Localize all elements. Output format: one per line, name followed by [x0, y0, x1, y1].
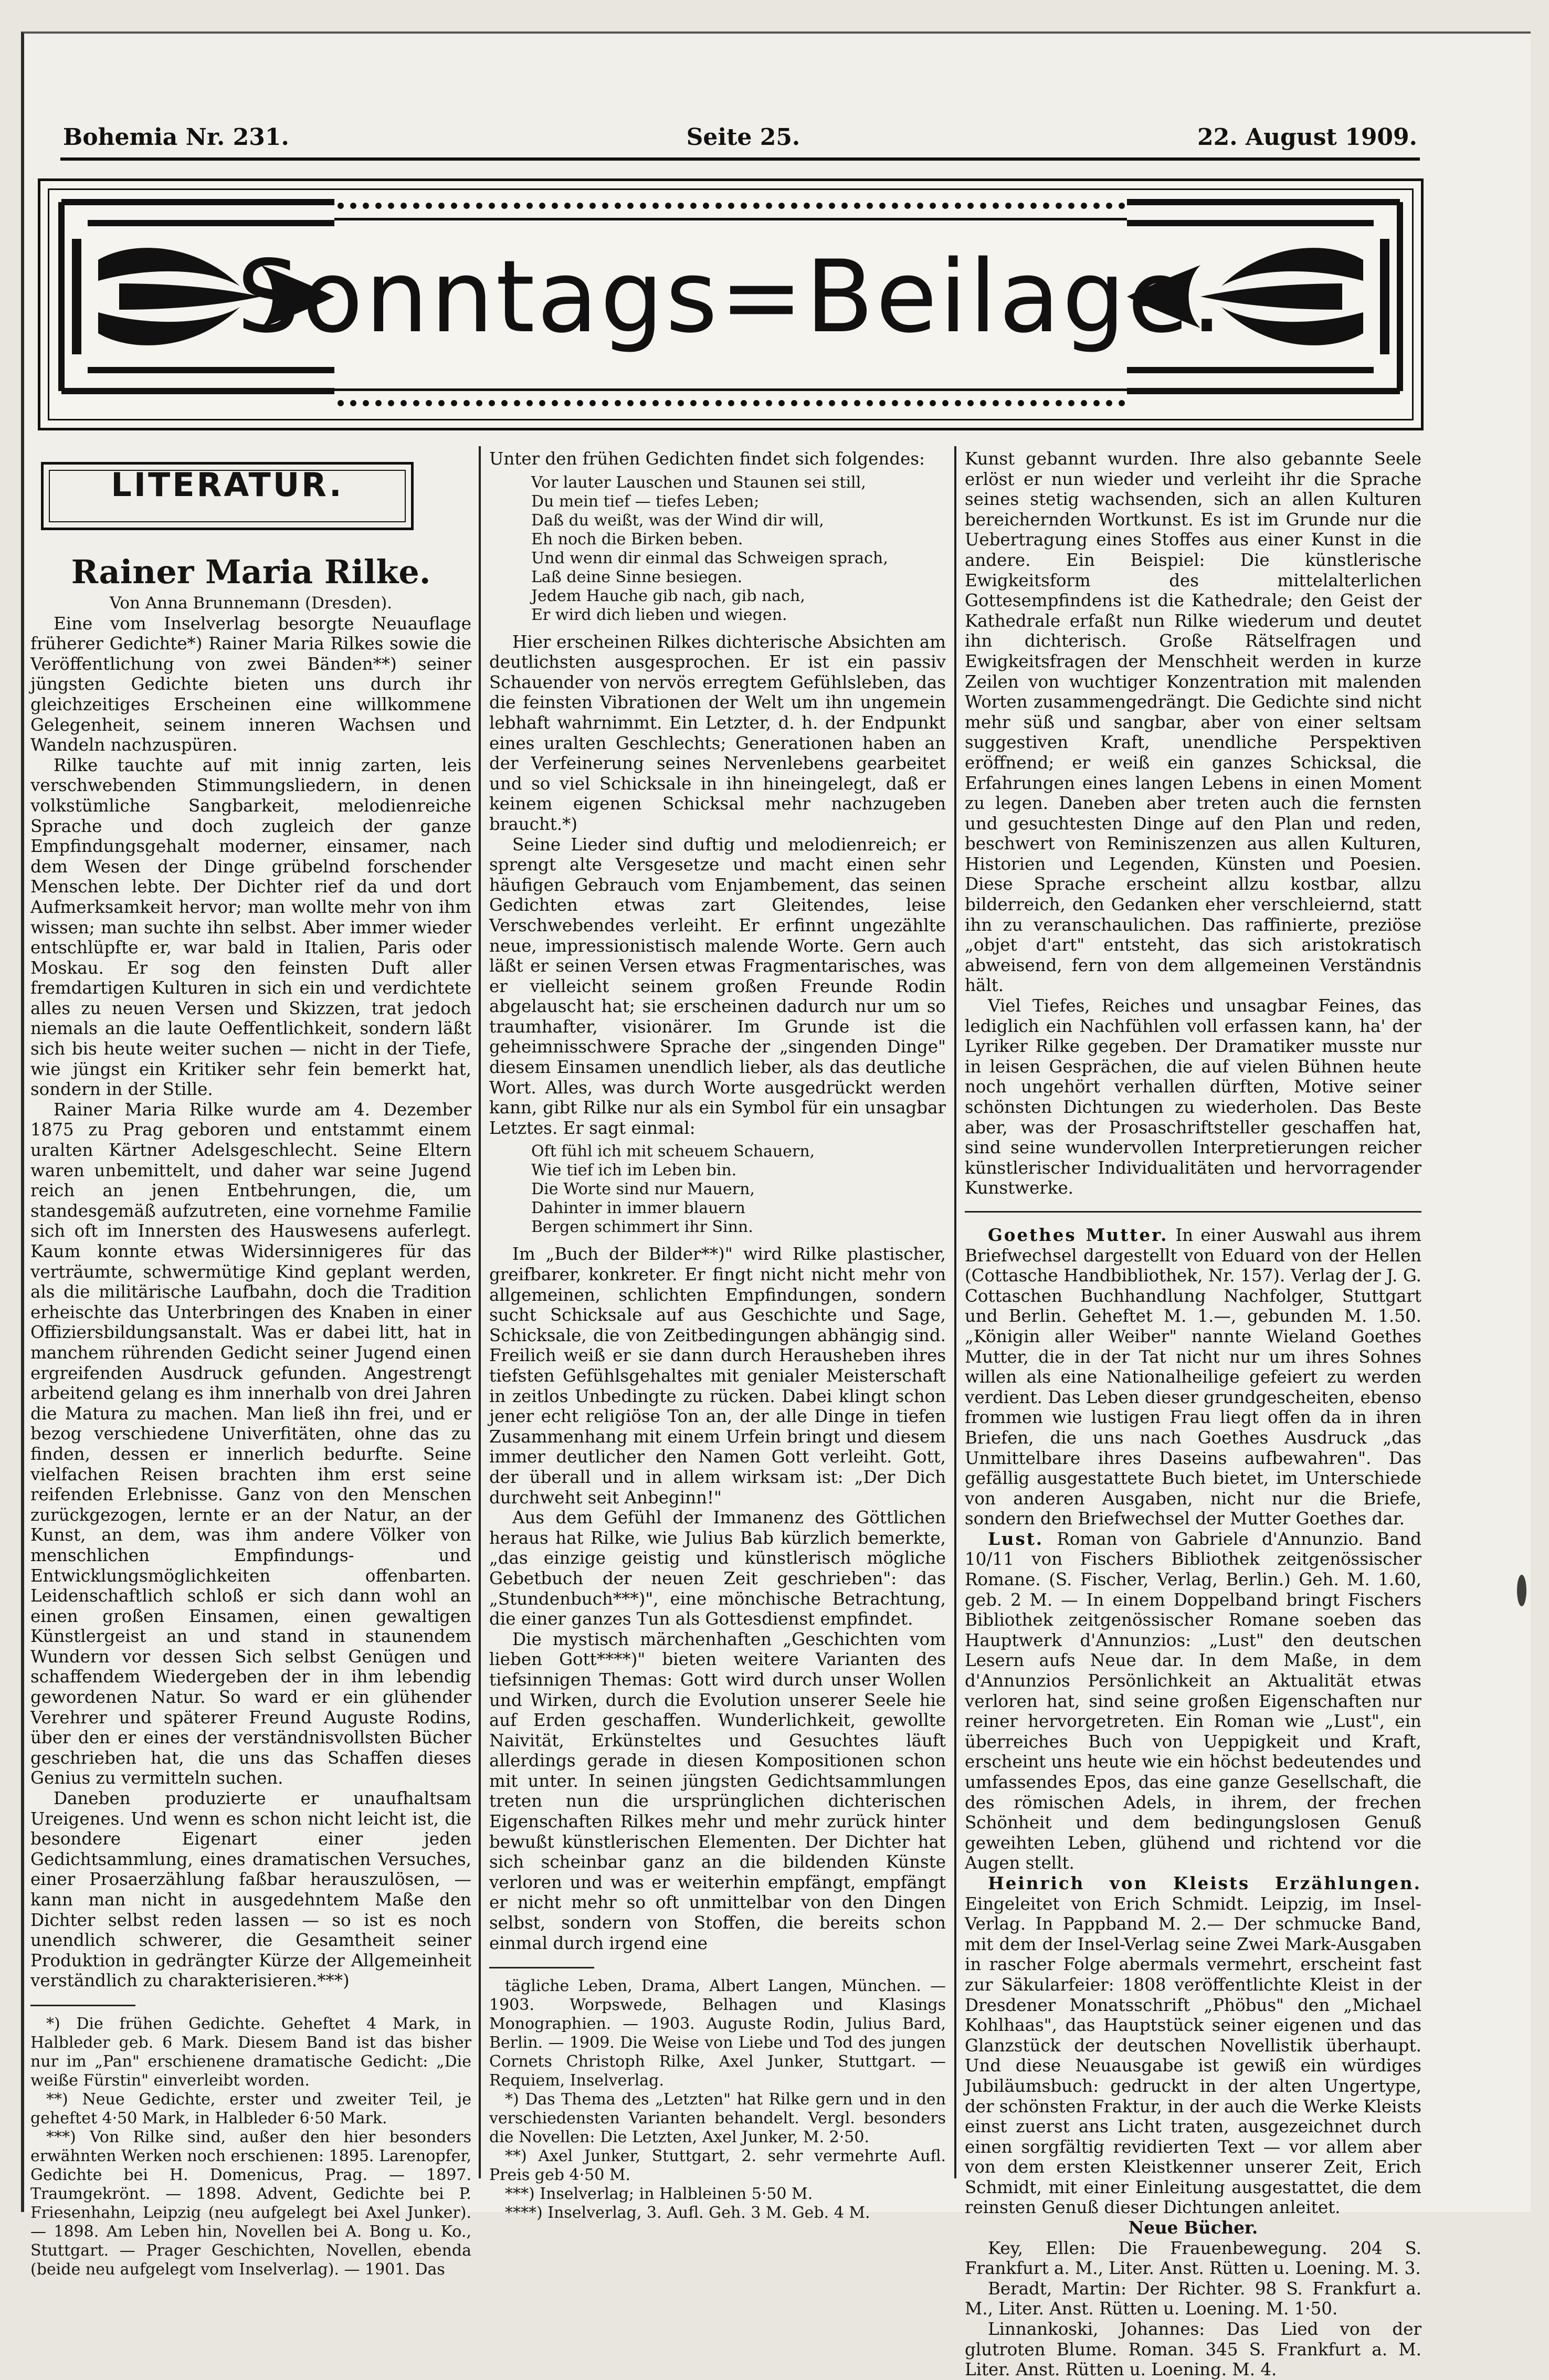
page-number: Seite 25. — [686, 124, 800, 151]
review-heading: Heinrich von Kleists Erzählungen. — [988, 1872, 1421, 1893]
footnote-rule — [30, 2005, 135, 2006]
new-book-entry: Key, Ellen: Die Frauenbewegung. 204 S. Frankfurt a. M., Liter. Anst. Rütten u. Loening. M. 3. — [965, 2238, 1421, 2279]
print-scuff — [1517, 1575, 1526, 1606]
issue-number: Bohemia Nr. 231. — [63, 124, 289, 151]
footnote: *) Das Thema des „Letzten" hat Rilke gern und in den verschiedensten Varianten behandelt. Vergl. besonders die Novellen: Die Letzten, Axel Junker, M. 2·50. — [489, 2090, 946, 2147]
article-byline: Von Anna Brunnemann (Dresden). — [109, 594, 393, 613]
poem-line: Bergen schimmert ihr Sinn. — [531, 1218, 753, 1237]
poem-line: Eh noch die Birken beben. — [531, 530, 743, 549]
paragraph: Hier erscheinen Rilkes dichterische Absichten am deutlichsten ausgesprochen. Er ist ein passiv Schauender von nervös erregtem Gefühlsleben, das die feinsten Vibrationen der Welt um ihn ungemein lebhaft wahrnimmt. Ein Letzter, d. h. der Endpunkt eines uralten Geschlechts; Generationen haben an der Verfeinerung seines Nervenlebens gearbeitet und so viel Schicksale in ihn hineingelegt, daß er keinem eigenen Schicksal mehr nachzugeben braucht.*) — [489, 631, 946, 834]
poem-line: Laß deine Sinne besiegen. — [531, 567, 743, 586]
poem-line: Wie tief ich im Leben bin. — [531, 1161, 737, 1180]
footnotes-column-2 — [489, 1977, 946, 2223]
column-rule — [965, 1211, 1421, 1213]
paragraph: Kunst gebannt wurden. Ihre also gebannte Seele erlöst er nun wieder und verleiht ihr die Sprache seines stetig wachsenden, sich an allen Kulturen bereichernden Wortkunst. Es ist im Grunde nur die Uebertragung eines Stoffes aus einer Kunst in die andere. Ein Beispiel: Die künstlerische Ewigkeitsform des mittelalterlichen Gottesempfindens ist die Kathedrale; den Geist der Kathedrale erfaßt nun Rilke wiederum und deutet ihn dichterisch. Große Rätselfragen und Ewigkeitsfragen der Menschheit werden in kurze Zeilen von wuchtiger Konzentration mit malenden Worten zusammengedrängt. Die Gedichte sind nicht mehr süß und sangbar, aber von einer seltsam suggestiven Kraft, unendliche Perspektiven eröffnend; er weiß ein ganzes Schicksal, die Erfahrungen eines langen Lebens in einen Moment zu legen. Daneben aber treten auch die fernsten und gesuchtesten Dinge auf den Plan und reden, beschwert von Reminiszenzen aus allen Kulturen, Historien und Legenden, Künsten und Poesien. Diese Sprache erscheint allzu kostbar, allzu bilderreich, den Gedanken eher verschleiernd, statt ihn zu veranschaulichen. Das raffinierte, preziöse „objet d'art" entsteht, das sich aristokratisch abweisend, fern von dem allgemeinen Verständnis hält. — [965, 449, 1421, 996]
footnote: ****) Inselverlag, 3. Aufl. Geh. 3 M. Geb. 4 M. — [505, 2204, 870, 2223]
footnote: ***) Inselverlag; in Halbleinen 5·50 M. — [505, 2185, 813, 2204]
new-book-entry: Beradt, Martin: Der Richter. 98 S. Frankfurt a. M., Liter. Anst. Rütten u. Loening. M. 1·50. — [965, 2278, 1421, 2319]
poem-line: Daß du weißt, was der Wind dir will, — [531, 511, 824, 530]
poem-intro: Unter den frühen Gedichten findet sich folgendes: — [489, 449, 925, 469]
poem-line: Jedem Hauche gib nach, gib nach, — [531, 586, 805, 605]
poem-line: Vor lauter Lauschen und Staunen sei still, — [531, 473, 866, 492]
review-heading: Goethes Mutter. — [988, 1224, 1168, 1245]
paragraph: Im „Buch der Bilder**)" wird Rilke plastischer, greifbarer, konkreter. Er fingt nicht nicht mehr von allgemeinen, schlichten Empfindungen, sondern sucht Schicksale auf aus Geschichte und Sage, Schicksale, die von Zeitbedingungen abhängig sind. Freilich weiß er sie dann durch Herausheben ihres tiefsten Gefühlsgehaltes mit genialer Meisterschaft in zeitlos Unbedingte zu rücken. Dabei klingt schon jener echt religiöse Ton an, der alle Dinge in tiefen Zusammenhang mit einem Urfein bringt und diesem immer deutlicher den Namen Gott verleiht. Gott, der überall und in allem wirksam ist: „Der Dich durchweht seit Anbeginn!" — [489, 1244, 946, 1508]
column-divider-1 — [479, 446, 481, 2178]
review-text: In einer Auswahl aus ihrem Briefwechsel dargestellt von Eduard von der Hellen (Cottasche Handbibliothek, Nr. 157). Verlag der J. G. Cottaschen Buchhandlung Nachfolger, Stuttgart und Berlin. Geheftet M. 1.—, gebunden M. 1.50. „Königin aller Weiber" nannte Wieland Goethes Mutter, die in der Tat nicht nur um ihres Sohnes willen als eine Nationalheilige gefeiert zu werden verdient. Das Leben dieser grundgescheiten, ebenso frommen wie lustigen Frau liegt offen da in ihren Briefen, die uns nach Goethes Ausdruck „das Unmittelbare ihres Daseins aufbewahren". Das gefällig ausgestattete Buch bietet, im Unterschiede von anderen Ausgaben, nicht nur die Briefe, sondern den Briefwechsel der Mutter Goethes dar. — [965, 1225, 1422, 1529]
footnote-rule — [489, 1967, 594, 1968]
footnotes-column-1 — [30, 2015, 471, 2279]
paragraph: Seine Lieder sind duftig und melodienreich; er sprengt alte Versgesetze und macht einen sehr häufigen Gebrauch vom Enjambement, das seinen Gedichten etwas zart Gleitendes, leise Verschwebendes verleiht. Er erfinnt ungezählte neue, impressionistisch malende Worte. Gern auch läßt er seinen Versen etwas Fragmentarisches, was er vielleicht seinem großen Freunde Rodin abgelauscht hat; sie erscheinen dadurch nur um so traumhafter, visionärer. Im Grunde ist die geheimnisschwere Sprache der „singenden Dinge" diesem Einsamen unendlich lieber, als das deutliche Wort. Alles, was durch Worte ausgedrückt werden kann, gibt Rilke nur als ein Symbol für ein unsagbar Letztes. Er sagt einmal: — [489, 834, 946, 1138]
paragraph: Die mystisch märchenhaften „Geschichten vom lieben Gott****)" bieten weitere Varianten des tiefsinnigen Themas: Gott wird durch unser Wollen und Wirken, durch die Evolution unserer Seele hie auf Erden geschaffen. Wunderlichkeit, gewollte Naivität, Erkünsteltes und Gesuchtes läuft allerdings gerade in diesen Kompositionen schon mit unter. In seinen jüngsten Gedichtsammlungen treten nun die ursprünglichen dichterischen Eigenschaften Rilkes mehr und mehr zurück hinter bewußt künstlerischen Elementen. Der Dichter hat sich scheinbar ganz an die bildenden Künste verloren und was er weiterhin empfängt, empfängt er nicht mehr so oft unmittelbar von den Dingen selbst, sondern von Stoffen, die bereits schon einmal durch irgend eine — [489, 1629, 946, 1953]
review-item — [965, 1529, 1421, 1873]
poem-line: Die Worte sind nur Mauern, — [531, 1180, 755, 1199]
issue-date: 22. August 1909. — [1197, 124, 1417, 151]
footnote: *) Die frühen Gedichte. Geheftet 4 Mark, in Halbleder geb. 6 Mark. Diesem Band ist das bisher nur im „Pan" erschienene dramatische Gedicht: „Die weiße Fürstin" einverleibt worden. — [30, 2014, 471, 2090]
new-book-entry: Linnankoski, Johannes: Das Lied von der glutroten Blume. Roman. 345 S. Frankfurt a. M. Liter. Anst. Rütten u. Loening. M. 4. — [965, 2319, 1421, 2380]
dotted-border-bottom — [334, 399, 1127, 407]
banner-title: Sonntags=Beilage. — [236, 239, 1225, 355]
paragraph: Aus dem Gefühl der Immanenz des Göttlichen heraus hat Rilke, wie Julius Bab kürzlich bemerkte, „das einzige geistig und künstlerisch mögliche Gebetbuch der neuen Zeit geschrieben": das „Stundenbuch***)", eine mönchische Betrachtung, die einer ganzes Tun als Gottesdienst empfindet. — [489, 1508, 946, 1629]
poem-line: Er wird dich lieben und wiegen. — [531, 605, 787, 624]
paragraph: Rainer Maria Rilke wurde am 4. Dezember 1875 zu Prag geboren und entstammt einem uralten Kärtner Adelsgeschlecht. Seine Eltern waren unbemittelt, und daher war seine Jugend reich an jenen Entbehrungen, die, um standesgemäß aufzutreten, eine vornehme Familie sich oft im Innersten des Hauswesens auferlegt. Kaum konnte etwas Widersinnigeres für das verträumte, schwermütige Kind geplant werden, als die militärische Laufbahn, doch die Tradition erheischte das Unterbringen des Knaben in einer Offiziersbildungsanstalt. Was er dabei litt, hat in manchem rührenden Gedicht seiner Jugend einen ergreifenden Ausdruck gefunden. Angestrengt arbeitend gelang es ihm innerhalb von drei Jahren die Matura zu machen. Man ließ ihn frei, und er bezog verschiedene Univerfitäten, ohne das zu finden, dessen er innerlich bedurfte. Seine vielfachen Reisen brachten ihm erst seine reifenden Erlebnisse. Ganz von den Menschen zurückgezogen, lernte er an der Natur, an der Kunst, an dem, was ihm andere Völker von menschlichen Empfindungs- und Entwicklungsmöglichkeiten offenbarten. Leidenschaftlich schloß er sich dann wohl an einen großen Einsamen, einen gewaltigen Künstlergeist an und stand in staunendem Wundern vor dessen Sich selbst Genügen und schaffendem Wiedergeben der in ihm lebendig gewordenen Natur. So ward er ein glühender Verehrer und späterer Freund Auguste Rodins, über den er eines der verständnisvollsten Bücher geschrieben hat, die uns das Schaffen dieses Genius zu vermitteln suchen. — [30, 1099, 471, 1788]
rule-bottom — [334, 388, 1127, 391]
review-heading: Lust. — [988, 1528, 1044, 1549]
section-label: LITERATUR. — [111, 466, 344, 504]
poem-line: Du mein tief — tiefes Leben; — [531, 492, 760, 511]
rule-top — [334, 218, 1127, 220]
dotted-border-top — [334, 202, 1127, 209]
poem-line: Und wenn dir einmal das Schweigen sprach, — [531, 549, 888, 567]
footnote: tägliche Leben, Drama, Albert Langen, München. — 1903. Worpswede, Belhagen und Klasings Monographien. — 1903. Auguste Rodin, Julius Bard, Berlin. — 1909. Die Weise von Liebe und Tod des jungen Cornets Christoph Rilke, Axel Junker, Stuttgart. — Requiem, Inselverlag. — [489, 1977, 946, 2090]
header-rule — [60, 157, 1420, 161]
poem-1 — [531, 473, 946, 625]
poem-line: Dahinter in immer blauern — [531, 1199, 745, 1218]
paragraph: Eine vom Inselverlag besorgte Neuauflage früherer Gedichte*) Rainer Maria Rilkes sowie die Veröffentlichung von zwei Bänden**) seiner jüngsten Gedichte bieten uns durch ihr gleichzeitiges Erscheinen eine willkommene Gelegenheit, seinem inneren Wachsen und Wandeln nachzuspüren. — [30, 613, 471, 755]
section-label-box — [41, 462, 414, 530]
review-text: Eingeleitet von Erich Schmidt. Leipzig, im Insel-Verlag. In Pappband M. 2.— Der schmucke Band, mit dem der Insel-Verlag seine Zwei Mark-Ausgaben in rascher Folge abermals vermehrt, erscheint fast zur Säkularfeier: 1808 veröffentlichte Kleist in der Dresdener Monatsschrift „Phöbus" den „Michael Kohlhaas", das Hauptstück seiner eigenen und das Glanzstück der deutschen Novellistik überhaupt. Und diese Neuausgabe ist gewiß ein würdiges Jubiläumsbuch: gedruckt in der alten Ungertype, der schönsten Fraktur, in der auch die Werke Kleists einst zuerst ans Licht traten, ausgezeichnet durch einen sorgfältig revidierten Text — vor allem aber von dem ersten Kleistkenner unserer Zeit, Erich Schmidt, mit einer Einleitung ausgestattet, die dem reinsten Genuß dieser Dichtungen anleitet. — [965, 1893, 1421, 2218]
column-2 — [489, 449, 946, 2223]
poem-line: Oft fühl ich mit scheuem Schauern, — [531, 1142, 815, 1161]
column-divider-2 — [954, 446, 956, 2178]
supplement-banner — [38, 178, 1424, 430]
masthead-line — [63, 124, 1417, 151]
new-books-heading: Neue Bücher. — [1128, 2217, 1258, 2238]
paragraph: Daneben produzierte er unaufhaltsam Ureigenes. Und wenn es schon nicht leicht ist, die besondere Eigenart einer jeden Gedichtsammlung, eines dramatischen Versuches, einer Prosaerzählung faßbar herauszulösen, — kann man nicht in ausgedehntem Maße den Dichter selbst reden lassen — so ist es noch unendlich schwerer, die Gesamtheit seiner Produktion in gedrängter Kürze der Allgemeinheit verständlich zu charakterisieren.***) — [30, 1788, 471, 1991]
footnote: **) Neue Gedichte, erster und zweiter Teil, je geheftet 4·50 Mark, in Halbleder 6·50 Mark. — [30, 2090, 471, 2128]
paragraph: Rilke tauchte auf mit innig zarten, leis verschwebenden Stimmungsliedern, in denen volkstümliche Sangbarkeit, melodienreiche Sprache und doch zugleich der ganze Empfindungsgehalt moderner, einsamer, nach dem Wesen der Dinge grübelnd forschender Menschen lebte. Der Dichter rief da und dort Aufmerksamkeit hervor; man wollte mehr von ihm wissen; man suchte ihn selbst. Aber immer wieder entschlüpfte er, war bald in Italien, Paris oder Moskau. Er sog den feinsten Duft aller fremdartigen Kulturen in sich ein und verdichtete alles zu neuen Versen und Skizzen, trat jedoch niemals an die laute Oeffentlichkeit, sondern läßt sich bis heute weiter suchen — nicht in der Tiefe, wie jüngst ein Kritiker sehr fein bemerkt hat, sondern in der Stille. — [30, 755, 471, 1100]
review-item — [965, 1225, 1421, 1529]
footnote: **) Axel Junker, Stuttgart, 2. sehr vermehrte Aufl. Preis geb 4·50 M. — [489, 2147, 946, 2185]
poem-2 — [531, 1142, 946, 1237]
article-title: Rainer Maria Rilke. — [71, 553, 431, 591]
review-item — [965, 1873, 1421, 2218]
footnote: ***) Von Rilke sind, außer den hier besonders erwähnten Werken noch erschienen: 1895. Larenopfer, Gedichte bei H. Domenicus, Prag. — 1897. Traumgekrönt. — 1898. Advent, Gedichte bei P. Friesenhahn, Leipzig (neu aufgelegt bei Axel Junker). — 1898. Am Leben hin, Novellen bei A. Bong u. Ko., Stuttgart. — Prager Geschichten, Novellen, ebenda (beide neu aufgelegt vom Inselverlag). — 1901. Das — [30, 2128, 471, 2279]
column-3 — [965, 449, 1421, 2380]
column-1 — [30, 449, 471, 2279]
review-text: Roman von Gabriele d'Annunzio. Band 10/11 von Fischers Bibliothek zeitgenössischer Romane. (S. Fischer, Verlag, Berlin.) Geh. M. 1.60, geb. 2 M. — In einem Doppelband bringt Fischers Bibliothek zeitgenössischer Romane soeben das Hauptwerk d'Annunzios: „Lust" den deutschen Lesern aufs Neue dar. In dem Maße, in dem d'Annunzios Persönlichkeit an Aktualität etwas verloren hat, sind seine großen Eigenschaften nur reiner hervorgetreten. Ein Roman wie „Lust", ein überreiches Buch von Ueppigkeit und Kraft, erscheint uns heute wie ein höchst bedeutendes und umfassendes Epos, das eine ganze Gesellschaft, die des römischen Adels, in ihrem, der frechen Schönheit und dem bedingungslosen Genuß geweihten Leben, glühend und richtend vor die Augen stellt. — [965, 1529, 1421, 1873]
paragraph: Viel Tiefes, Reiches und unsagbar Feines, das lediglich ein Nachfühlen voll erfassen kann, ha' der Lyriker Rilke gegeben. Der Dramatiker musste nur in leisen Gesprächen, die auf vielen Bühnen heute noch ungehört verhallen dürften, Motive seiner schönsten Dichtungen zu wiederholen. Das Beste aber, was der Prosaschriftsteller geschaffen hat, sind seine wundervollen Interpretierungen reicher künstlerischer Individualitäten und hervorragender Kunstwerke. — [965, 996, 1421, 1198]
